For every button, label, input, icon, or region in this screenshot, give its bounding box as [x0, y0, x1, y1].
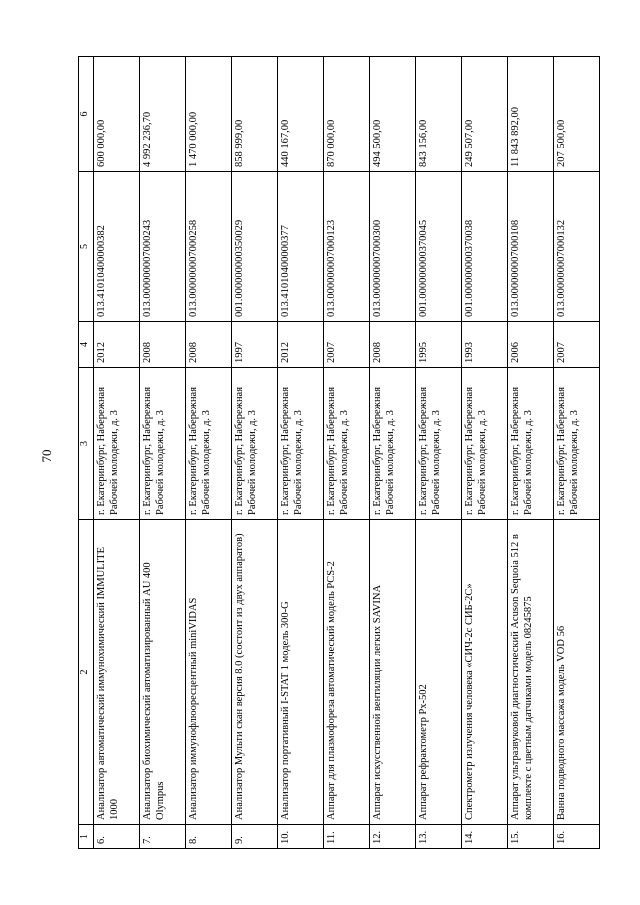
page-number: 70 — [39, 449, 54, 463]
equipment-name-cell: Спектрометр излучения человека «СИЧ-2с СИБ-2С» — [462, 520, 508, 825]
cost-cell: 600 000,00 — [94, 57, 140, 172]
year-cell: 2007 — [554, 322, 600, 368]
inventory-number-cell: 013.000000007000243 — [140, 172, 186, 322]
cost-cell: 11 843 892,00 — [508, 57, 554, 172]
table-row — [462, 57, 508, 849]
row-number-cell: 9. — [232, 825, 278, 849]
header-cell-5: 5 — [79, 172, 94, 322]
table-row — [508, 57, 554, 849]
table-row — [370, 57, 416, 849]
cost-cell: 870 000,00 — [324, 57, 370, 172]
rotated-table-container — [78, 57, 606, 849]
inventory-number-cell: 013.000000007000258 — [186, 172, 232, 322]
equipment-name-cell: Анализатор автоматический иммунохимический IMMULITE 1000 — [94, 520, 140, 825]
inventory-number-cell: 013.000000007000132 — [554, 172, 600, 322]
inventory-number-cell: 001.000000000350029 — [232, 172, 278, 322]
row-number-cell: 12. — [370, 825, 416, 849]
header-cell-1: 1 — [79, 825, 94, 849]
inventory-number-cell: 001.000000000370038 — [462, 172, 508, 322]
address-cell: г. Екатеринбург, Набережная Рабочей молодежи, д. 3 — [140, 368, 186, 520]
address-cell: г. Екатеринбург, Набережная Рабочей молодежи, д. 3 — [186, 368, 232, 520]
equipment-name-cell: Анализатор Мульти скан версия 8.0 (состоит из двух аппаратов) — [232, 520, 278, 825]
inventory-number-cell: 001.000000000370045 — [416, 172, 462, 322]
table-row — [140, 57, 186, 849]
equipment-name-cell: Аппарат искусственной вентиляции легких SAVINA — [370, 520, 416, 825]
cost-cell: 249 507,00 — [462, 57, 508, 172]
equipment-name-cell: Ванна подводного массажа модель VOD 56 — [554, 520, 600, 825]
header-cell-2: 2 — [79, 520, 94, 825]
row-number-cell: 16. — [554, 825, 600, 849]
year-cell: 2007 — [324, 322, 370, 368]
table-row — [416, 57, 462, 849]
cost-cell: 1 470 000,00 — [186, 57, 232, 172]
year-cell: 1997 — [232, 322, 278, 368]
address-cell: г. Екатеринбург, Набережная Рабочей молодежи, д. 3 — [94, 368, 140, 520]
equipment-name-cell: Аппарат ультразвуковой диагностический Acuson Sequoia 512 в комплекте с цветным датчиками модель 08245875 — [508, 520, 554, 825]
inventory-number-cell: 013.41010400000382 — [94, 172, 140, 322]
row-number-cell: 8. — [186, 825, 232, 849]
table-row — [186, 57, 232, 849]
table-row — [232, 57, 278, 849]
cost-cell: 843 156,00 — [416, 57, 462, 172]
equipment-table — [78, 56, 600, 849]
row-number-cell: 14. — [462, 825, 508, 849]
table-row — [554, 57, 600, 849]
year-cell: 2012 — [278, 322, 324, 368]
inventory-number-cell: 013.41010400000377 — [278, 172, 324, 322]
cost-cell: 207 500,00 — [554, 57, 600, 172]
year-cell: 2012 — [94, 322, 140, 368]
address-cell: г. Екатеринбург, Набережная Рабочей молодежи, д. 3 — [554, 368, 600, 520]
inventory-number-cell: 013.000000007000300 — [370, 172, 416, 322]
year-cell: 1995 — [416, 322, 462, 368]
header-cell-6: 6 — [79, 57, 94, 172]
address-cell: г. Екатеринбург, Набережная Рабочей молодежи, д. 3 — [508, 368, 554, 520]
address-cell: г. Екатеринбург, Набережная Рабочей молодежи, д. 3 — [416, 368, 462, 520]
address-cell: г. Екатеринбург, Набережная Рабочей молодежи, д. 3 — [232, 368, 278, 520]
table-row — [278, 57, 324, 849]
header-row — [79, 57, 94, 849]
row-number-cell: 10. — [278, 825, 324, 849]
year-cell: 2008 — [370, 322, 416, 368]
equipment-name-cell: Аппарат рефрактометр Рх-502 — [416, 520, 462, 825]
year-cell: 1993 — [462, 322, 508, 368]
equipment-name-cell: Анализатор биохимический автоматизированный AU 400 Olympus — [140, 520, 186, 825]
address-cell: г. Екатеринбург, Набережная Рабочей молодежи, д. 3 — [324, 368, 370, 520]
address-cell: г. Екатеринбург, Набережная Рабочей молодежи, д. 3 — [278, 368, 324, 520]
inventory-number-cell: 013.000000007000108 — [508, 172, 554, 322]
table-row — [94, 57, 140, 849]
year-cell: 2008 — [140, 322, 186, 368]
equipment-name-cell: Анализатор иммунофлюоресцентный miniVIDAS — [186, 520, 232, 825]
cost-cell: 4 992 236,70 — [140, 57, 186, 172]
row-number-cell: 13. — [416, 825, 462, 849]
table-frame — [78, 57, 606, 849]
year-cell: 2006 — [508, 322, 554, 368]
cost-cell: 440 167,00 — [278, 57, 324, 172]
cost-cell: 858 999,00 — [232, 57, 278, 172]
table-row — [324, 57, 370, 849]
inventory-number-cell: 013.000000007000123 — [324, 172, 370, 322]
address-cell: г. Екатеринбург, Набережная Рабочей молодежи, д. 3 — [462, 368, 508, 520]
row-number-cell: 11. — [324, 825, 370, 849]
header-cell-3: 3 — [79, 368, 94, 520]
year-cell: 2008 — [186, 322, 232, 368]
equipment-name-cell: Аппарат для плазмофореза автоматический модель PCS-2 — [324, 520, 370, 825]
cost-cell: 494 500,00 — [370, 57, 416, 172]
header-cell-4: 4 — [79, 322, 94, 368]
address-cell: г. Екатеринбург, Набережная Рабочей молодежи, д. 3 — [370, 368, 416, 520]
equipment-name-cell: Анализатор портативный I-STAT 1 модель 300-G — [278, 520, 324, 825]
row-number-cell: 7. — [140, 825, 186, 849]
row-number-cell: 15. — [508, 825, 554, 849]
row-number-cell: 6. — [94, 825, 140, 849]
